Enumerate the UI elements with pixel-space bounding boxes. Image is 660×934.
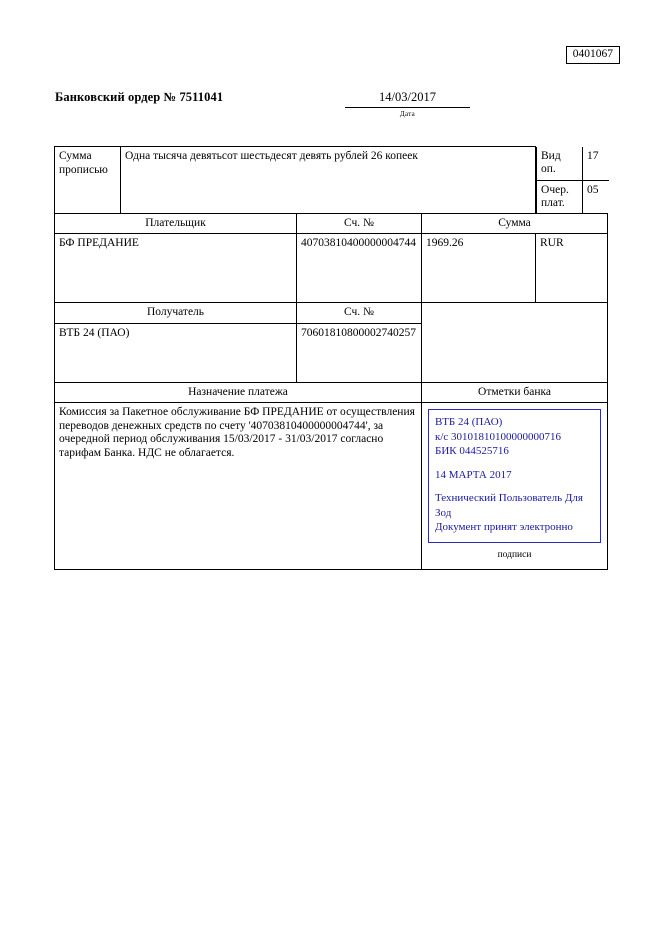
- amount-value: 1969.26: [422, 234, 536, 303]
- currency-value: RUR: [536, 234, 608, 303]
- stamp-user-line1: Технический Пользователь Для: [435, 492, 583, 504]
- payer-name: БФ ПРЕДАНИЕ: [55, 234, 297, 303]
- payee-account: 70601810800002740257: [297, 323, 422, 382]
- operation-type-label: Вид оп.: [537, 147, 583, 181]
- bank-marks-header: Отметки банка: [422, 382, 608, 403]
- stamp-accepted: Документ принят электронно: [435, 521, 573, 533]
- form-code-box: 0401067: [566, 46, 620, 64]
- sum-in-words-value: Одна тысяча девятьсот шестьдесят девять рублей 26 копеек: [121, 147, 536, 214]
- sum-in-words-label-line1: Сумма: [59, 150, 92, 162]
- payee-name: ВТБ 24 (ПАО): [55, 323, 297, 382]
- stamp-corr-account: к/с 30101810100000000716: [435, 430, 562, 443]
- document-date: [345, 90, 470, 118]
- purpose-header: Назначение платежа: [55, 382, 422, 403]
- page-title: Банковский ордер № 7511041: [55, 90, 224, 104]
- operation-type-cell: [536, 147, 608, 213]
- table-row: [55, 234, 608, 303]
- table-row: [55, 303, 608, 324]
- payee-sum-empty: [422, 303, 608, 383]
- signature-caption: подписи: [497, 549, 532, 560]
- priority-label-line2: плат.: [541, 196, 565, 209]
- table-row: [55, 213, 608, 234]
- bank-marks-cell: [422, 403, 608, 570]
- sum-in-words-label-line2: прописью: [59, 163, 108, 176]
- table-row: [55, 382, 608, 403]
- stamp-bik: БИК 044525716: [435, 445, 509, 457]
- stamp-gap: [435, 459, 594, 468]
- document-date-value: 14/03/2017: [345, 90, 470, 108]
- stamp-user-line2: Зод: [435, 506, 452, 519]
- payer-header: Плательщик: [55, 213, 297, 234]
- operation-type-value: 17: [583, 147, 609, 181]
- stamp-bank-name: ВТБ 24 (ПАО): [435, 416, 503, 428]
- table-row: [55, 147, 608, 213]
- table-row: [55, 403, 608, 570]
- purpose-text: Комиссия за Пакетное обслуживание БФ ПРЕДАНИЕ от осуществления переводов денежных средств по счету '40703810400000004744', за очередной период обслуживания 15/03/2017 - 31/03/2017 согласно тарифам Банка. НДС не облагается.: [55, 403, 422, 570]
- payee-account-header: Сч. №: [297, 303, 422, 324]
- payee-header: Получатель: [55, 303, 297, 324]
- bank-stamp: [428, 409, 601, 543]
- sum-in-words-label: [55, 147, 121, 214]
- stamp-gap-2: [435, 482, 594, 491]
- priority-label-line1: Очер.: [541, 183, 569, 196]
- payer-account-header: Сч. №: [297, 213, 422, 234]
- order-table: [54, 146, 608, 570]
- priority-label: [537, 180, 583, 213]
- stamp-date: 14 МАРТА 2017: [435, 468, 512, 481]
- sum-header: Сумма: [422, 213, 608, 234]
- document-date-caption: Дата: [399, 110, 416, 118]
- priority-value: 05: [583, 180, 609, 213]
- payer-account: 40703810400000004744: [297, 234, 422, 303]
